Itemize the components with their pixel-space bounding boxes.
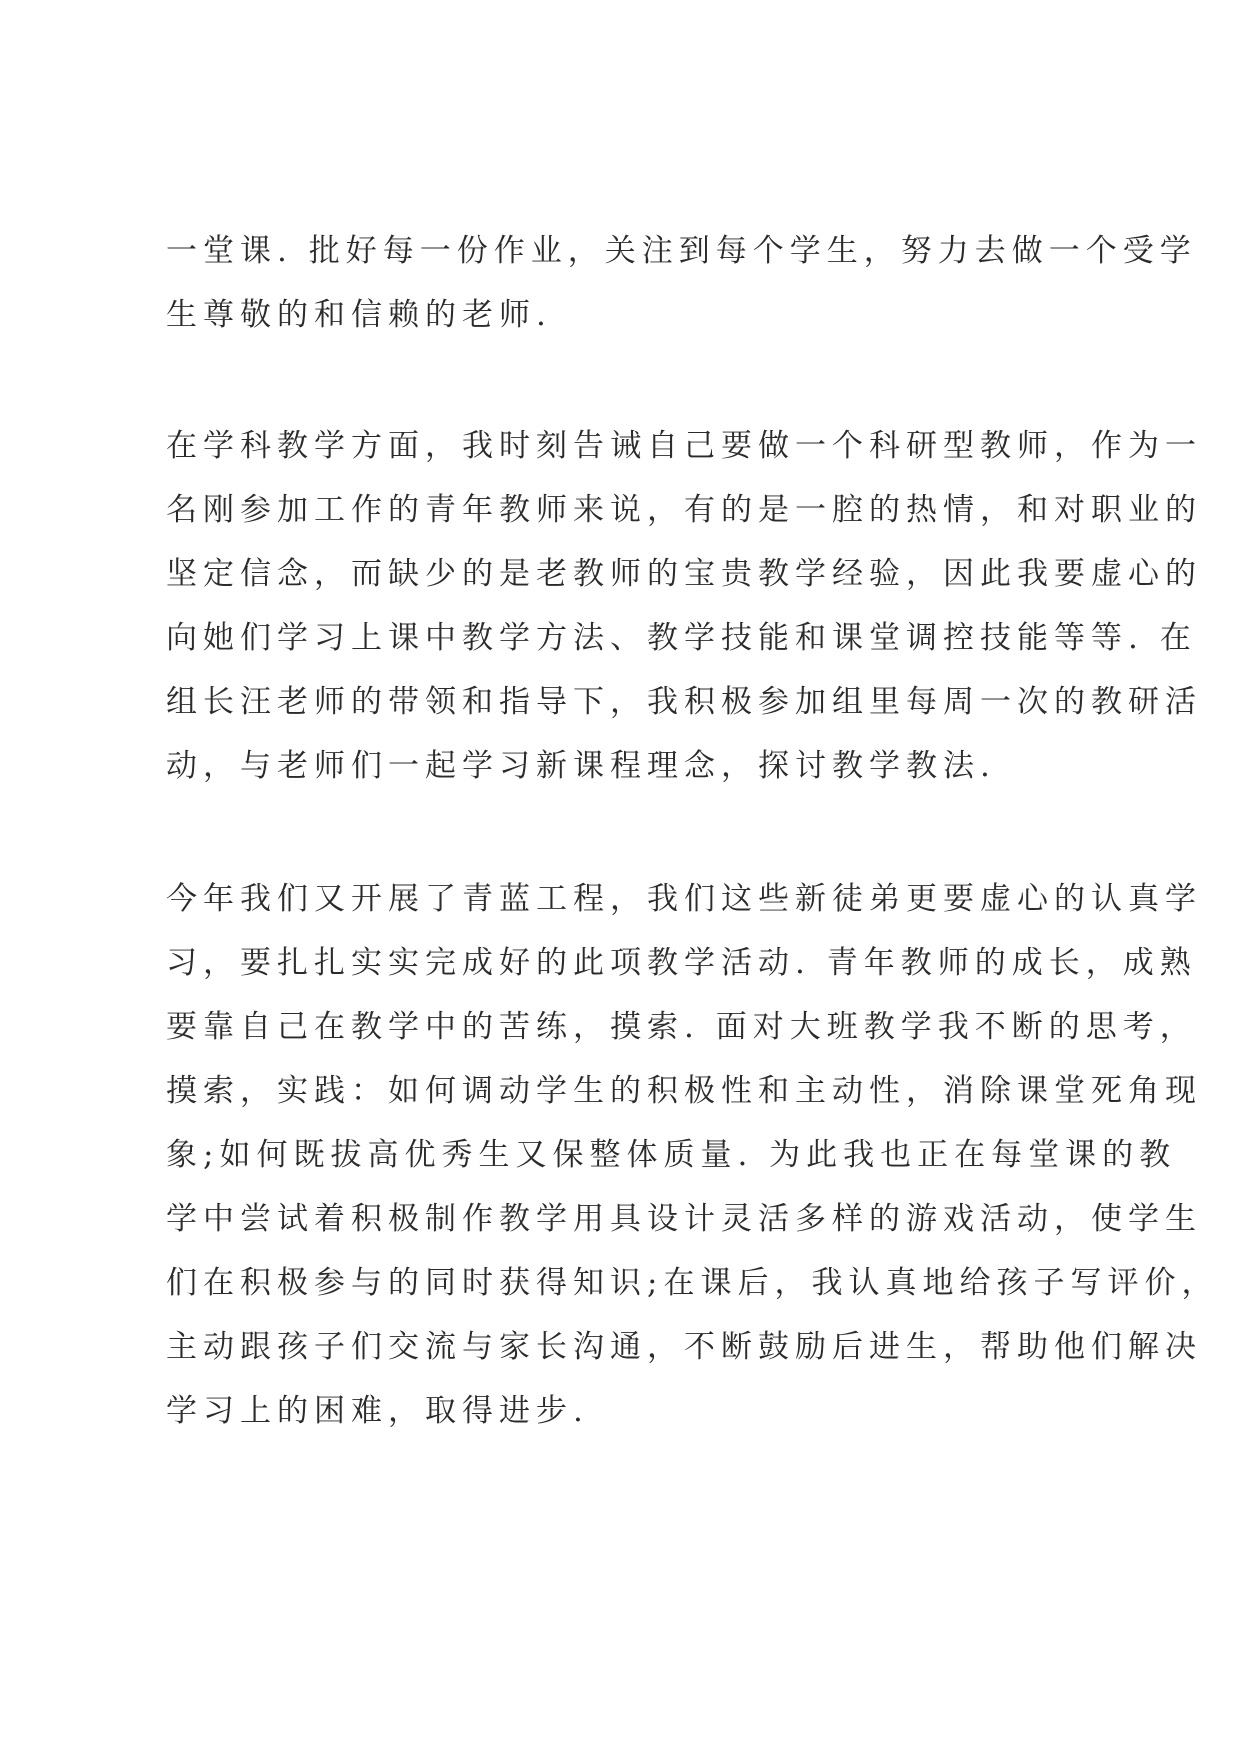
paragraph-2 xyxy=(166,414,1202,798)
text-line: 今年我们又开展了青蓝工程，我们这些新徒弟更要虚心的认真学 xyxy=(166,881,1202,917)
text-line: 一堂课. 批好每一份作业，关注到每个学生，努力去做一个受学 xyxy=(166,233,1197,269)
text-line: 主动跟孩子们交流与家长沟通，不断鼓励后进生，帮助他们解决 xyxy=(166,1329,1202,1365)
text-line: 要靠自己在教学中的苦练，摸索. 面对大班教学我不断的思考， xyxy=(166,1009,1197,1045)
text-line: 动，与老师们一起学习新课程理念，探讨教学教法. xyxy=(166,748,996,784)
text-line: 向她们学习上课中教学方法、教学技能和课堂调控技能等等. 在 xyxy=(166,620,1197,656)
text-line: 学中尝试着积极制作教学用具设计灵活多样的游戏活动，使学生 xyxy=(166,1201,1202,1237)
text-line: 摸索，实践：如何调动学生的积极性和主动性，消除课堂死角现 xyxy=(166,1073,1202,1109)
text-line: 学习上的困难，取得进步. xyxy=(166,1393,589,1429)
text-line: 坚定信念，而缺少的是老教师的宝贵教学经验，因此我要虚心的 xyxy=(166,556,1202,592)
text-line: 们在积极参与的同时获得知识;在课后，我认真地给孩子写评价， xyxy=(166,1265,1219,1301)
paragraph-3 xyxy=(166,867,1219,1443)
text-line: 在学科教学方面，我时刻告诫自己要做一个科研型教师，作为一 xyxy=(166,428,1202,464)
text-line: 象;如何既拔高优秀生又保整体质量. 为此我也正在每堂课的教 xyxy=(166,1137,1177,1173)
text-line: 习，要扎扎实实完成好的此项教学活动. 青年教师的成长，成熟 xyxy=(166,945,1197,981)
text-line: 名刚参加工作的青年教师来说，有的是一腔的热情，和对职业的 xyxy=(166,492,1202,528)
text-line: 生尊敬的和信赖的老师. xyxy=(166,297,552,333)
paragraph-1 xyxy=(166,219,1197,347)
text-line: 组长汪老师的带领和指导下，我积极参加组里每周一次的教研活 xyxy=(166,684,1202,720)
